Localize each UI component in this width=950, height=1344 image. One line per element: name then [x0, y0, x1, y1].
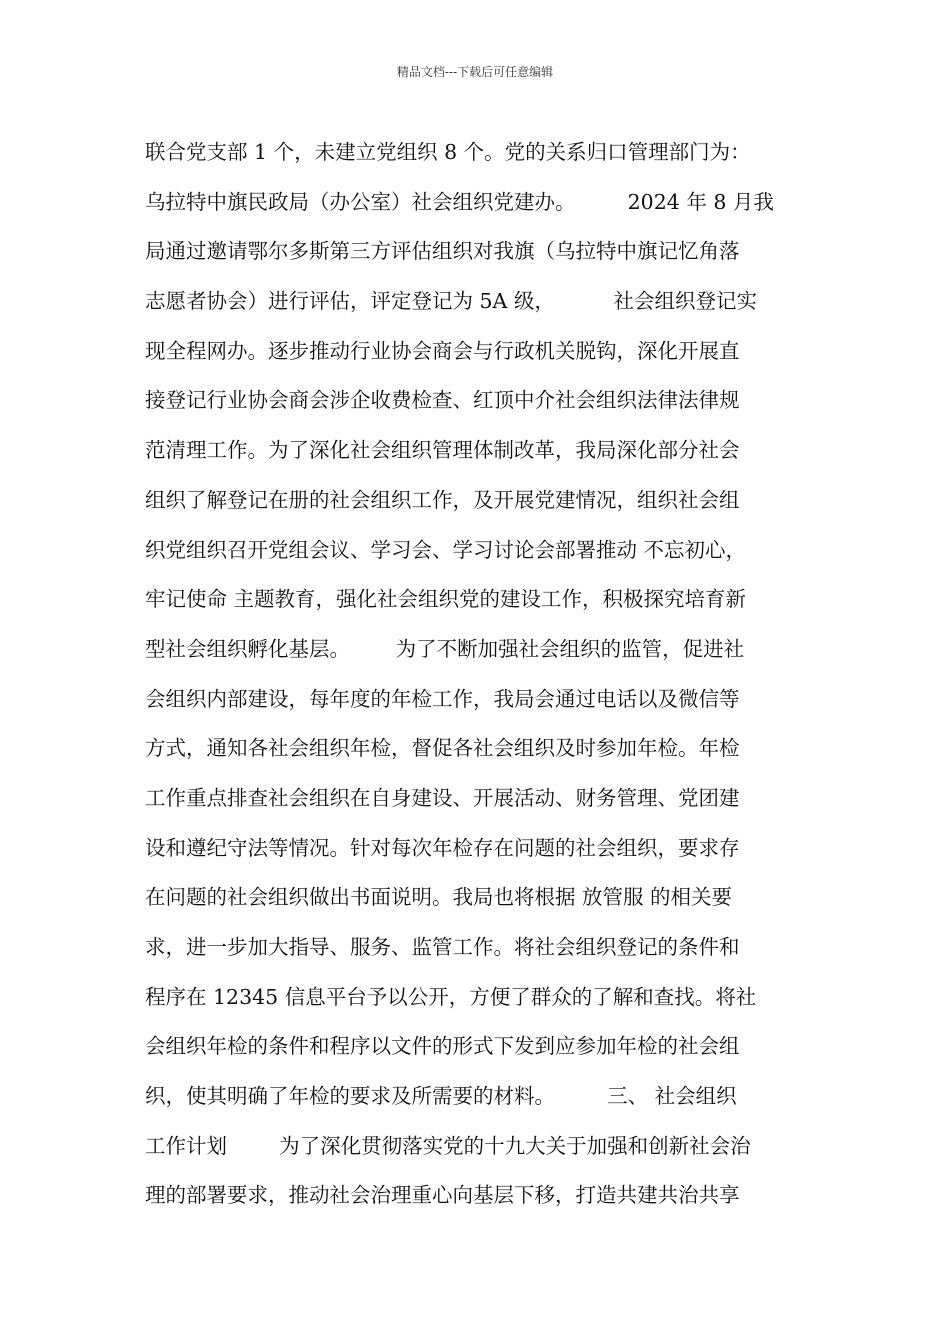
- text-line: 会组织内部建设，每年度的年检工作，我局会通过电话以及微信等: [145, 686, 740, 711]
- text-line: 设和遵纪守法等情况。针对每次年检存在问题的社会组织，要求存: [145, 835, 740, 860]
- text-line: 局通过邀请鄂尔多斯第三方评估组织对我旗（乌拉特中旗记忆角落: [145, 239, 740, 264]
- text-line: 理的部署要求，推动社会治理重心向基层下移，打造共建共治共享: [145, 1183, 740, 1208]
- text-line: 现全程网办。逐步推动行业协会商会与行政机关脱钩，深化开展直: [145, 338, 740, 363]
- text-line: 组织了解登记在册的社会组织工作，及开展党建情况，组织社会组: [145, 487, 740, 512]
- body-text: [145, 128, 810, 1221]
- text-line: 织党组织召开党组会议、学习会、学习讨论会部署推动 不忘初心，: [145, 537, 747, 562]
- page-header: 精品文档---下载后可任意编辑: [396, 65, 554, 79]
- text-line: 型社会组织孵化基层。 为了不断加强社会组织的监管，促进社: [145, 636, 745, 661]
- text-line: 会组织年检的条件和程序以文件的形式下发到应参加年检的社会组: [145, 1034, 740, 1059]
- text-line: 在问题的社会组织做出书面说明。我局也将根据 放管服 的相关要: [145, 885, 733, 910]
- text-line: 接登记行业协会商会涉企收费检查、红顶中介社会组织法律法律规: [145, 388, 740, 413]
- text-line: 联合党支部 1 个，未建立党组织 8 个。党的关系归口管理部门为：: [145, 140, 751, 164]
- text-line: 牢记使命 主题教育，强化社会组织党的建设工作，积极探究培育新: [145, 587, 747, 612]
- text-line: 程序在 12345 信息平台予以公开，方便了群众的了解和查找。将社: [145, 984, 757, 1009]
- text-line: 织，使其明确了年检的要求及所需要的材料。 三、 社会组织: [145, 1084, 737, 1109]
- text-line: 乌拉特中旗民政局（办公室）社会组织党建办。 2024 年 8 月我: [145, 189, 774, 214]
- text-line: 志愿者协会）进行评估，评定登记为 5A 级， 社会组织登记实: [145, 289, 758, 314]
- text-line: 工作重点排查社会组织在自身建设、开展活动、财务管理、党团建: [145, 785, 740, 810]
- text-line: 方式，通知各社会组织年检，督促各社会组织及时参加年检。年检: [145, 736, 740, 761]
- text-line: 工作计划 为了深化贯彻落实党的十九大关于加强和创新社会治: [145, 1133, 751, 1158]
- text-line: 范清理工作。为了深化社会组织管理体制改革，我局深化部分社会: [145, 438, 740, 463]
- text-line: 求，进一步加大指导、服务、监管工作。将社会组织登记的条件和: [145, 935, 740, 959]
